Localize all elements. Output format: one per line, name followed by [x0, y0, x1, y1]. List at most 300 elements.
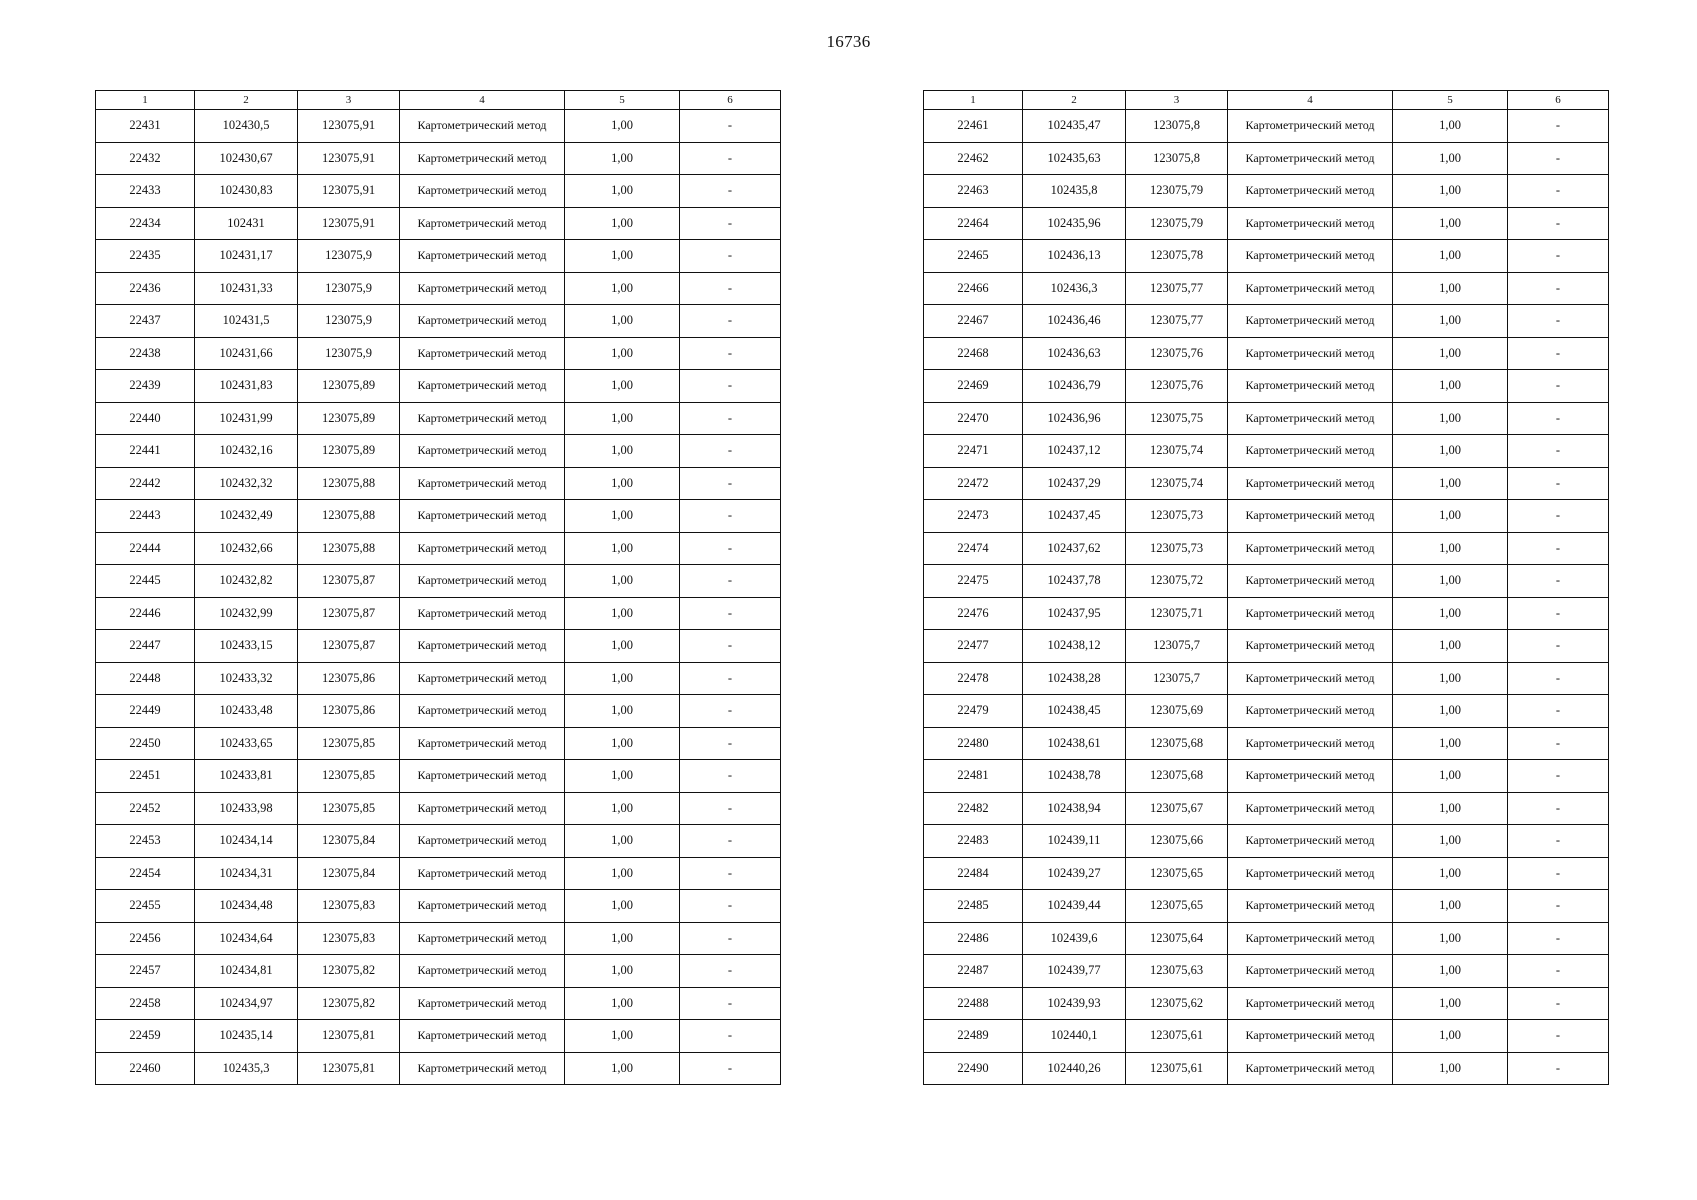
table-row [96, 922, 781, 955]
table-row [96, 565, 781, 598]
point-number-cell: 22473 [924, 500, 1023, 533]
method-cell: Картометрический метод [400, 532, 565, 565]
y-coordinate-cell: 123075,89 [298, 435, 400, 468]
table-row [924, 175, 1609, 208]
y-coordinate-cell: 123075,77 [1126, 305, 1228, 338]
point-number-cell: 22450 [96, 727, 195, 760]
method-cell: Картометрический метод [1228, 955, 1393, 988]
y-coordinate-cell: 123075,74 [1126, 467, 1228, 500]
accuracy-cell: 1,00 [1393, 825, 1508, 858]
y-coordinate-cell: 123075,63 [1126, 955, 1228, 988]
x-coordinate-cell: 102436,96 [1023, 402, 1126, 435]
method-cell: Картометрический метод [400, 987, 565, 1020]
point-number-cell: 22490 [924, 1052, 1023, 1085]
y-coordinate-cell: 123075,87 [298, 597, 400, 630]
column-header-6: 6 [1508, 91, 1609, 110]
method-cell: Картометрический метод [1228, 1020, 1393, 1053]
method-cell: Картометрический метод [400, 857, 565, 890]
description-cell: - [1508, 825, 1609, 858]
method-cell: Картометрический метод [400, 922, 565, 955]
accuracy-cell: 1,00 [565, 695, 680, 728]
table-row [96, 1052, 781, 1085]
y-coordinate-cell: 123075,73 [1126, 500, 1228, 533]
accuracy-cell: 1,00 [1393, 630, 1508, 663]
accuracy-cell: 1,00 [565, 175, 680, 208]
column-header-2: 2 [1023, 91, 1126, 110]
method-cell: Картометрический метод [1228, 240, 1393, 273]
table-row [924, 337, 1609, 370]
method-cell: Картометрический метод [400, 142, 565, 175]
y-coordinate-cell: 123075,8 [1126, 110, 1228, 143]
x-coordinate-cell: 102433,98 [195, 792, 298, 825]
y-coordinate-cell: 123075,84 [298, 825, 400, 858]
accuracy-cell: 1,00 [565, 987, 680, 1020]
point-number-cell: 22469 [924, 370, 1023, 403]
method-cell: Картометрический метод [1228, 662, 1393, 695]
x-coordinate-cell: 102433,65 [195, 727, 298, 760]
y-coordinate-cell: 123075,62 [1126, 987, 1228, 1020]
point-number-cell: 22476 [924, 597, 1023, 630]
point-number-cell: 22431 [96, 110, 195, 143]
y-coordinate-cell: 123075,87 [298, 630, 400, 663]
y-coordinate-cell: 123075,91 [298, 175, 400, 208]
point-number-cell: 22457 [96, 955, 195, 988]
table-row [96, 890, 781, 923]
table-row [924, 597, 1609, 630]
x-coordinate-cell: 102437,78 [1023, 565, 1126, 598]
x-coordinate-cell: 102431,66 [195, 337, 298, 370]
accuracy-cell: 1,00 [1393, 207, 1508, 240]
x-coordinate-cell: 102438,78 [1023, 760, 1126, 793]
table-row [924, 565, 1609, 598]
method-cell: Картометрический метод [1228, 825, 1393, 858]
description-cell: - [1508, 142, 1609, 175]
table-body [96, 110, 781, 1085]
point-number-cell: 22433 [96, 175, 195, 208]
description-cell: - [680, 467, 781, 500]
accuracy-cell: 1,00 [565, 467, 680, 500]
column-header-1: 1 [924, 91, 1023, 110]
point-number-cell: 22441 [96, 435, 195, 468]
description-cell: - [1508, 305, 1609, 338]
y-coordinate-cell: 123075,74 [1126, 435, 1228, 468]
accuracy-cell: 1,00 [565, 760, 680, 793]
method-cell: Картометрический метод [400, 565, 565, 598]
x-coordinate-cell: 102436,79 [1023, 370, 1126, 403]
column-header-2: 2 [195, 91, 298, 110]
table-row [924, 305, 1609, 338]
table-row [924, 272, 1609, 305]
column-header-4: 4 [1228, 91, 1393, 110]
accuracy-cell: 1,00 [565, 565, 680, 598]
column-header-4: 4 [400, 91, 565, 110]
x-coordinate-cell: 102432,16 [195, 435, 298, 468]
x-coordinate-cell: 102434,97 [195, 987, 298, 1020]
point-number-cell: 22455 [96, 890, 195, 923]
description-cell: - [1508, 890, 1609, 923]
accuracy-cell: 1,00 [565, 305, 680, 338]
accuracy-cell: 1,00 [1393, 402, 1508, 435]
point-number-cell: 22477 [924, 630, 1023, 663]
method-cell: Картометрический метод [1228, 110, 1393, 143]
y-coordinate-cell: 123075,9 [298, 240, 400, 273]
header-row [924, 91, 1609, 110]
point-number-cell: 22448 [96, 662, 195, 695]
description-cell: - [680, 630, 781, 663]
y-coordinate-cell: 123075,86 [298, 662, 400, 695]
accuracy-cell: 1,00 [1393, 987, 1508, 1020]
table-row [924, 1052, 1609, 1085]
method-cell: Картометрический метод [1228, 760, 1393, 793]
description-cell: - [1508, 1020, 1609, 1053]
method-cell: Картометрический метод [400, 305, 565, 338]
method-cell: Картометрический метод [1228, 987, 1393, 1020]
x-coordinate-cell: 102434,31 [195, 857, 298, 890]
method-cell: Картометрический метод [400, 597, 565, 630]
x-coordinate-cell: 102431,99 [195, 402, 298, 435]
table-header [924, 91, 1609, 110]
table-row [924, 402, 1609, 435]
page-number: 16736 [826, 32, 871, 51]
point-number-cell: 22468 [924, 337, 1023, 370]
point-number-cell: 22470 [924, 402, 1023, 435]
description-cell: - [1508, 435, 1609, 468]
description-cell: - [680, 1052, 781, 1085]
table-row [96, 760, 781, 793]
description-cell: - [680, 337, 781, 370]
method-cell: Картометрический метод [1228, 500, 1393, 533]
method-cell: Картометрический метод [400, 175, 565, 208]
y-coordinate-cell: 123075,85 [298, 760, 400, 793]
accuracy-cell: 1,00 [565, 500, 680, 533]
table-row [924, 207, 1609, 240]
accuracy-cell: 1,00 [565, 1052, 680, 1085]
y-coordinate-cell: 123075,61 [1126, 1052, 1228, 1085]
accuracy-cell: 1,00 [1393, 922, 1508, 955]
table-row [96, 467, 781, 500]
table-row [96, 857, 781, 890]
accuracy-cell: 1,00 [1393, 695, 1508, 728]
point-number-cell: 22483 [924, 825, 1023, 858]
point-number-cell: 22444 [96, 532, 195, 565]
point-number-cell: 22449 [96, 695, 195, 728]
method-cell: Картометрический метод [400, 727, 565, 760]
x-coordinate-cell: 102435,96 [1023, 207, 1126, 240]
description-cell: - [1508, 857, 1609, 890]
table-row [96, 1020, 781, 1053]
description-cell: - [680, 987, 781, 1020]
point-number-cell: 22434 [96, 207, 195, 240]
point-number-cell: 22447 [96, 630, 195, 663]
x-coordinate-cell: 102433,15 [195, 630, 298, 663]
point-number-cell: 22443 [96, 500, 195, 533]
table-row [96, 207, 781, 240]
accuracy-cell: 1,00 [565, 630, 680, 663]
coordinates-table-right [923, 90, 1609, 1085]
table-row [96, 175, 781, 208]
description-cell: - [1508, 175, 1609, 208]
method-cell: Картометрический метод [1228, 435, 1393, 468]
description-cell: - [1508, 500, 1609, 533]
point-number-cell: 22438 [96, 337, 195, 370]
table-row [924, 825, 1609, 858]
method-cell: Картометрический метод [400, 695, 565, 728]
description-cell: - [680, 760, 781, 793]
point-number-cell: 22442 [96, 467, 195, 500]
table-row [924, 630, 1609, 663]
y-coordinate-cell: 123075,64 [1126, 922, 1228, 955]
table-row [924, 695, 1609, 728]
table-row [96, 272, 781, 305]
point-number-cell: 22471 [924, 435, 1023, 468]
column-header-6: 6 [680, 91, 781, 110]
point-number-cell: 22446 [96, 597, 195, 630]
y-coordinate-cell: 123075,88 [298, 467, 400, 500]
point-number-cell: 22479 [924, 695, 1023, 728]
description-cell: - [1508, 760, 1609, 793]
method-cell: Картометрический метод [1228, 402, 1393, 435]
table-row [924, 792, 1609, 825]
column-header-1: 1 [96, 91, 195, 110]
table-row [96, 532, 781, 565]
accuracy-cell: 1,00 [565, 890, 680, 923]
x-coordinate-cell: 102440,1 [1023, 1020, 1126, 1053]
method-cell: Картометрический метод [1228, 207, 1393, 240]
y-coordinate-cell: 123075,71 [1126, 597, 1228, 630]
table-row [96, 142, 781, 175]
x-coordinate-cell: 102437,12 [1023, 435, 1126, 468]
description-cell: - [1508, 240, 1609, 273]
description-cell: - [1508, 662, 1609, 695]
description-cell: - [680, 500, 781, 533]
point-number-cell: 22489 [924, 1020, 1023, 1053]
y-coordinate-cell: 123075,83 [298, 922, 400, 955]
accuracy-cell: 1,00 [1393, 955, 1508, 988]
accuracy-cell: 1,00 [565, 370, 680, 403]
table-row [924, 955, 1609, 988]
point-number-cell: 22454 [96, 857, 195, 890]
method-cell: Картометрический метод [1228, 467, 1393, 500]
x-coordinate-cell: 102440,26 [1023, 1052, 1126, 1085]
y-coordinate-cell: 123075,69 [1126, 695, 1228, 728]
method-cell: Картометрический метод [1228, 792, 1393, 825]
description-cell: - [1508, 110, 1609, 143]
method-cell: Картометрический метод [400, 370, 565, 403]
method-cell: Картометрический метод [400, 500, 565, 533]
table-row [96, 792, 781, 825]
x-coordinate-cell: 102437,95 [1023, 597, 1126, 630]
description-cell: - [680, 695, 781, 728]
table-row [924, 1020, 1609, 1053]
description-cell: - [680, 792, 781, 825]
description-cell: - [1508, 987, 1609, 1020]
y-coordinate-cell: 123075,86 [298, 695, 400, 728]
table-row [96, 630, 781, 663]
column-header-5: 5 [1393, 91, 1508, 110]
method-cell: Картометрический метод [1228, 305, 1393, 338]
accuracy-cell: 1,00 [565, 207, 680, 240]
accuracy-cell: 1,00 [1393, 110, 1508, 143]
x-coordinate-cell: 102435,63 [1023, 142, 1126, 175]
table-row [96, 370, 781, 403]
accuracy-cell: 1,00 [1393, 337, 1508, 370]
description-cell: - [680, 532, 781, 565]
description-cell: - [1508, 272, 1609, 305]
y-coordinate-cell: 123075,88 [298, 500, 400, 533]
x-coordinate-cell: 102435,14 [195, 1020, 298, 1053]
method-cell: Картометрический метод [400, 337, 565, 370]
description-cell: - [1508, 695, 1609, 728]
y-coordinate-cell: 123075,61 [1126, 1020, 1228, 1053]
method-cell: Картометрический метод [1228, 922, 1393, 955]
accuracy-cell: 1,00 [1393, 272, 1508, 305]
accuracy-cell: 1,00 [1393, 175, 1508, 208]
accuracy-cell: 1,00 [1393, 597, 1508, 630]
x-coordinate-cell: 102437,45 [1023, 500, 1126, 533]
x-coordinate-cell: 102438,45 [1023, 695, 1126, 728]
description-cell: - [680, 857, 781, 890]
table-row [924, 987, 1609, 1020]
method-cell: Картометрический метод [400, 402, 565, 435]
method-cell: Картометрический метод [1228, 857, 1393, 890]
y-coordinate-cell: 123075,82 [298, 987, 400, 1020]
x-coordinate-cell: 102432,82 [195, 565, 298, 598]
y-coordinate-cell: 123075,68 [1126, 760, 1228, 793]
accuracy-cell: 1,00 [1393, 1020, 1508, 1053]
table-row [924, 727, 1609, 760]
description-cell: - [680, 662, 781, 695]
table-row [96, 825, 781, 858]
point-number-cell: 22460 [96, 1052, 195, 1085]
accuracy-cell: 1,00 [565, 402, 680, 435]
point-number-cell: 22485 [924, 890, 1023, 923]
accuracy-cell: 1,00 [565, 792, 680, 825]
table-row [96, 987, 781, 1020]
x-coordinate-cell: 102433,32 [195, 662, 298, 695]
table-body [924, 110, 1609, 1085]
accuracy-cell: 1,00 [565, 435, 680, 468]
y-coordinate-cell: 123075,76 [1126, 337, 1228, 370]
accuracy-cell: 1,00 [565, 1020, 680, 1053]
description-cell: - [1508, 337, 1609, 370]
description-cell: - [1508, 565, 1609, 598]
table-row [924, 500, 1609, 533]
method-cell: Картометрический метод [400, 207, 565, 240]
x-coordinate-cell: 102439,6 [1023, 922, 1126, 955]
table-row [96, 402, 781, 435]
point-number-cell: 22472 [924, 467, 1023, 500]
y-coordinate-cell: 123075,68 [1126, 727, 1228, 760]
x-coordinate-cell: 102437,62 [1023, 532, 1126, 565]
y-coordinate-cell: 123075,8 [1126, 142, 1228, 175]
table-row [96, 695, 781, 728]
description-cell: - [1508, 727, 1609, 760]
y-coordinate-cell: 123075,73 [1126, 532, 1228, 565]
y-coordinate-cell: 123075,91 [298, 207, 400, 240]
description-cell: - [680, 402, 781, 435]
point-number-cell: 22466 [924, 272, 1023, 305]
x-coordinate-cell: 102431 [195, 207, 298, 240]
table-row [924, 142, 1609, 175]
x-coordinate-cell: 102436,3 [1023, 272, 1126, 305]
y-coordinate-cell: 123075,89 [298, 402, 400, 435]
x-coordinate-cell: 102432,66 [195, 532, 298, 565]
method-cell: Картометрический метод [1228, 142, 1393, 175]
description-cell: - [680, 922, 781, 955]
accuracy-cell: 1,00 [1393, 467, 1508, 500]
description-cell: - [680, 207, 781, 240]
description-cell: - [680, 825, 781, 858]
x-coordinate-cell: 102430,67 [195, 142, 298, 175]
y-coordinate-cell: 123075,84 [298, 857, 400, 890]
table-row [96, 337, 781, 370]
accuracy-cell: 1,00 [1393, 792, 1508, 825]
y-coordinate-cell: 123075,67 [1126, 792, 1228, 825]
point-number-cell: 22467 [924, 305, 1023, 338]
column-header-3: 3 [298, 91, 400, 110]
x-coordinate-cell: 102430,5 [195, 110, 298, 143]
x-coordinate-cell: 102435,8 [1023, 175, 1126, 208]
method-cell: Картометрический метод [1228, 727, 1393, 760]
x-coordinate-cell: 102436,46 [1023, 305, 1126, 338]
x-coordinate-cell: 102435,3 [195, 1052, 298, 1085]
y-coordinate-cell: 123075,66 [1126, 825, 1228, 858]
description-cell: - [1508, 467, 1609, 500]
x-coordinate-cell: 102432,32 [195, 467, 298, 500]
description-cell: - [1508, 597, 1609, 630]
description-cell: - [1508, 630, 1609, 663]
description-cell: - [680, 1020, 781, 1053]
table-row [96, 305, 781, 338]
method-cell: Картометрический метод [1228, 370, 1393, 403]
description-cell: - [1508, 402, 1609, 435]
accuracy-cell: 1,00 [565, 597, 680, 630]
y-coordinate-cell: 123075,9 [298, 337, 400, 370]
description-cell: - [1508, 1052, 1609, 1085]
point-number-cell: 22480 [924, 727, 1023, 760]
y-coordinate-cell: 123075,79 [1126, 207, 1228, 240]
table-row [96, 500, 781, 533]
accuracy-cell: 1,00 [1393, 662, 1508, 695]
point-number-cell: 22484 [924, 857, 1023, 890]
x-coordinate-cell: 102439,93 [1023, 987, 1126, 1020]
method-cell: Картометрический метод [1228, 695, 1393, 728]
accuracy-cell: 1,00 [565, 532, 680, 565]
method-cell: Картометрический метод [1228, 337, 1393, 370]
y-coordinate-cell: 123075,77 [1126, 272, 1228, 305]
x-coordinate-cell: 102432,99 [195, 597, 298, 630]
method-cell: Картометрический метод [400, 467, 565, 500]
y-coordinate-cell: 123075,7 [1126, 630, 1228, 663]
method-cell: Картометрический метод [400, 792, 565, 825]
accuracy-cell: 1,00 [1393, 565, 1508, 598]
accuracy-cell: 1,00 [565, 142, 680, 175]
y-coordinate-cell: 123075,65 [1126, 857, 1228, 890]
description-cell: - [680, 175, 781, 208]
description-cell: - [680, 597, 781, 630]
point-number-cell: 22474 [924, 532, 1023, 565]
point-number-cell: 22445 [96, 565, 195, 598]
x-coordinate-cell: 102437,29 [1023, 467, 1126, 500]
description-cell: - [680, 305, 781, 338]
accuracy-cell: 1,00 [565, 857, 680, 890]
description-cell: - [1508, 370, 1609, 403]
x-coordinate-cell: 102432,49 [195, 500, 298, 533]
y-coordinate-cell: 123075,75 [1126, 402, 1228, 435]
accuracy-cell: 1,00 [1393, 532, 1508, 565]
table-header [96, 91, 781, 110]
x-coordinate-cell: 102433,81 [195, 760, 298, 793]
